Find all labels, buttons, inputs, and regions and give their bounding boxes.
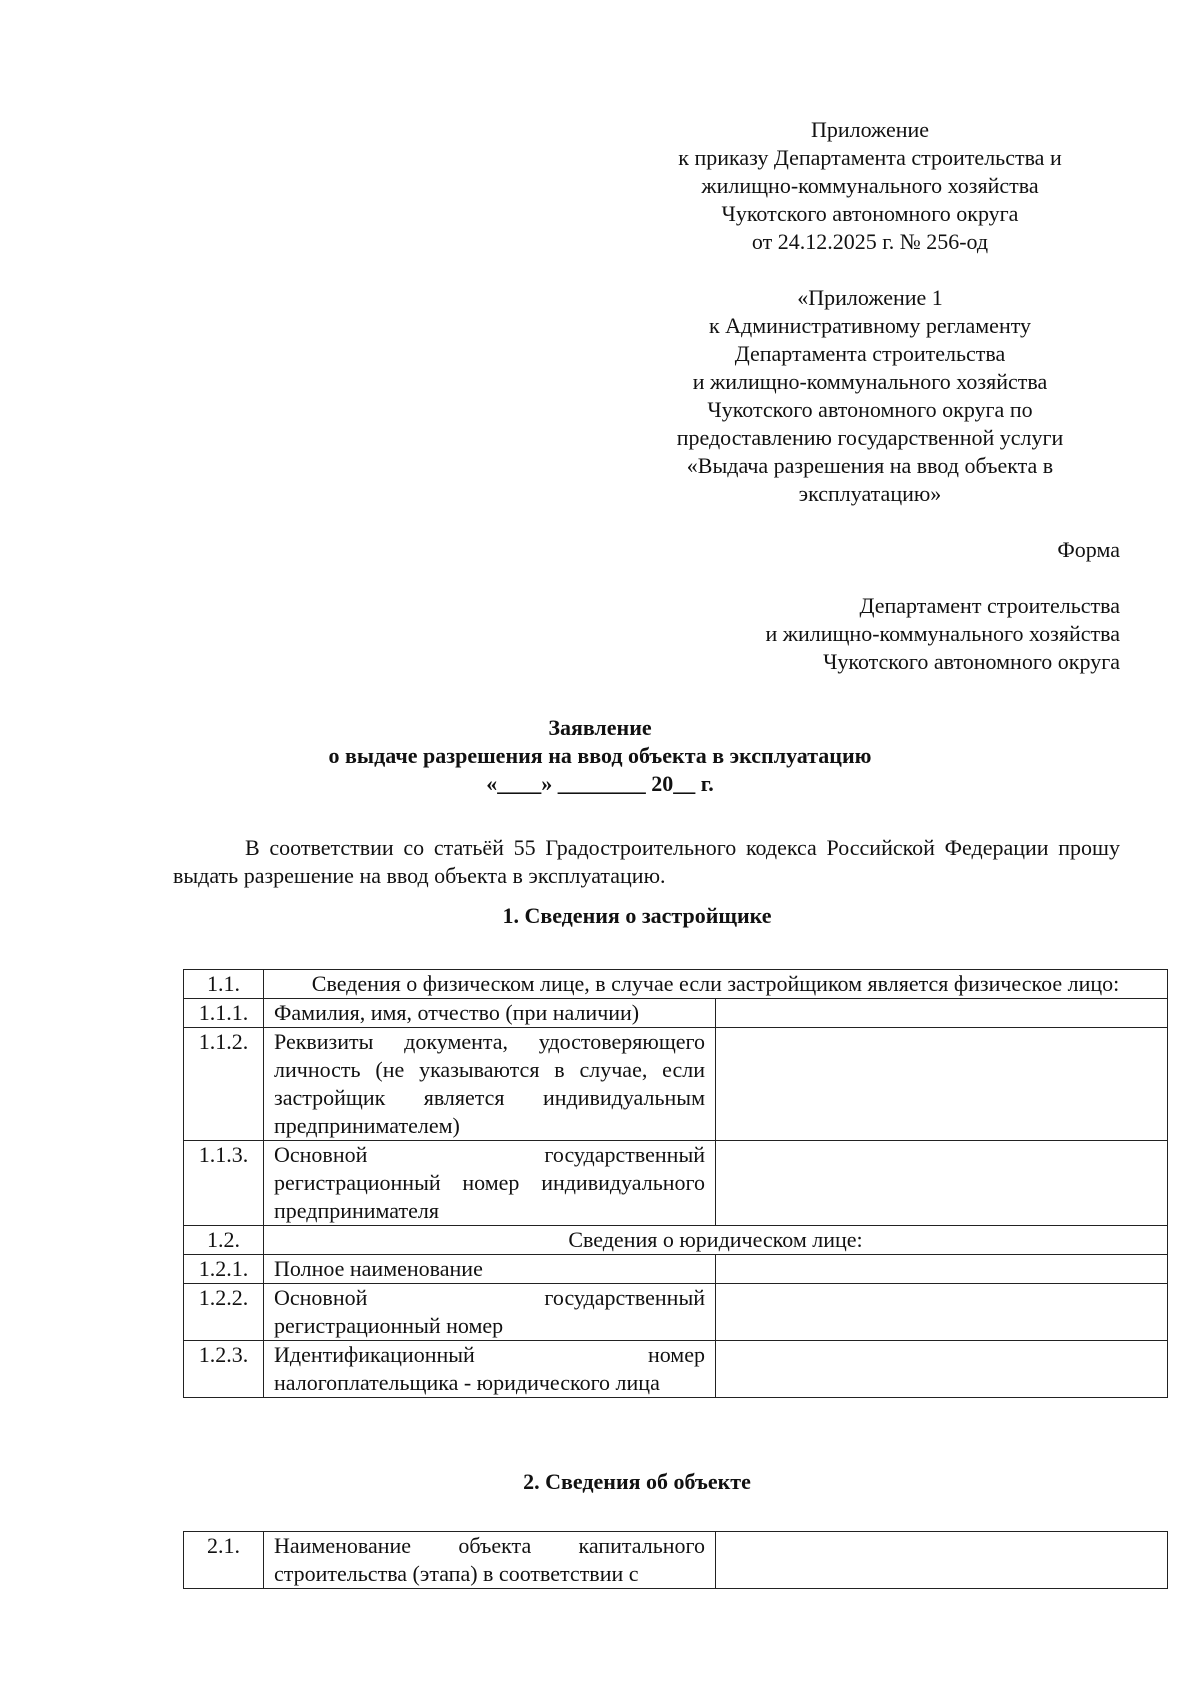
- appendix-line: и жилищно-коммунального хозяйства: [692, 369, 1048, 394]
- group-header: Сведения о юридическом лице:: [264, 1226, 1168, 1255]
- value-cell[interactable]: [716, 1141, 1168, 1226]
- approval-line: жилищно-коммунального хозяйства: [701, 173, 1039, 198]
- appendix-line: Департамента строительства: [734, 341, 1006, 366]
- row-number: 1.2.1.: [184, 1255, 264, 1284]
- value-cell[interactable]: [716, 1532, 1168, 1589]
- document-title: Заявление: [548, 715, 652, 740]
- intro-paragraph: В соответствии со статьёй 55 Градостроительного кодекса Российской Федерации прошу выдать разрешение на ввод объекта в эксплуатацию.: [173, 835, 1120, 888]
- appendix-block: [630, 284, 1110, 508]
- document-subtitle: о выдаче разрешения на ввод объекта в эксплуатацию: [328, 743, 872, 768]
- row-number: 1.2.: [184, 1226, 264, 1255]
- value-cell[interactable]: [716, 1255, 1168, 1284]
- row-number: 1.1.2.: [184, 1028, 264, 1141]
- row-number: 1.1.1.: [184, 999, 264, 1028]
- document-date-line: «____» ________ 20__ г.: [486, 771, 714, 796]
- row-label: Основной государственный регистрационный номер: [264, 1284, 716, 1341]
- appendix-line: Чукотского автономного округа по: [707, 397, 1033, 422]
- object-info-table: [183, 1531, 1168, 1589]
- row-number: 1.2.3.: [184, 1341, 264, 1398]
- row-label: Полное наименование: [264, 1255, 716, 1284]
- row-number: 1.1.3.: [184, 1141, 264, 1226]
- table-row: [184, 1028, 1168, 1141]
- approval-line: Приложение: [810, 117, 930, 142]
- table-row: [184, 1532, 1168, 1589]
- row-label: Основной государственный регистрационный номер индивидуального предпринимателя: [264, 1141, 716, 1226]
- table-row: [184, 1255, 1168, 1284]
- addressee-line: Чукотского автономного округа: [823, 649, 1120, 674]
- appendix-line: предоставлению государственной услуги: [676, 425, 1064, 450]
- value-cell[interactable]: [716, 1284, 1168, 1341]
- section1-heading: 1. Сведения о застройщике: [502, 903, 772, 928]
- addressee-block: [765, 592, 1120, 676]
- appendix-line: эксплуатацию»: [798, 481, 942, 506]
- row-label: Наименование объекта капитального строительства (этапа) в соответствии с: [264, 1532, 716, 1589]
- value-cell[interactable]: [716, 999, 1168, 1028]
- value-cell[interactable]: [716, 1341, 1168, 1398]
- approval-line: к приказу Департамента строительства и: [678, 145, 1062, 170]
- row-number: 1.1.: [184, 970, 264, 999]
- section2-heading: 2. Сведения об объекте: [523, 1469, 751, 1494]
- row-label: Реквизиты документа, удостоверяющего личность (не указываются в случае, если застройщик является индивидуальным предпринимателем): [264, 1028, 716, 1141]
- value-cell[interactable]: [716, 1028, 1168, 1141]
- table-row: [184, 970, 1168, 999]
- form-label: Форма: [1057, 537, 1120, 562]
- approval-line: от 24.12.2025 г. № 256-од: [751, 229, 989, 254]
- row-number: 1.2.2.: [184, 1284, 264, 1341]
- addressee-line: Департамент строительства: [859, 593, 1120, 618]
- table-row: [184, 1284, 1168, 1341]
- developer-info-table: [183, 969, 1168, 1398]
- table-row: [184, 1341, 1168, 1398]
- appendix-line: «Приложение 1: [797, 285, 943, 310]
- appendix-line: к Административному регламенту: [708, 313, 1032, 338]
- appendix-line: «Выдача разрешения на ввод объекта в: [686, 453, 1054, 478]
- table-row: [184, 1226, 1168, 1255]
- approval-line: Чукотского автономного округа: [721, 201, 1019, 226]
- document-title-block: [150, 714, 1050, 798]
- row-label: Фамилия, имя, отчество (при наличии): [264, 999, 716, 1028]
- approval-block: [630, 116, 1110, 256]
- row-label: Идентификационный номер налогоплательщика - юридического лица: [264, 1341, 716, 1398]
- table-row: [184, 1141, 1168, 1226]
- table-row: [184, 999, 1168, 1028]
- row-number: 2.1.: [184, 1532, 264, 1589]
- addressee-line: и жилищно-коммунального хозяйства: [765, 621, 1120, 646]
- group-header: Сведения о физическом лице, в случае если застройщиком является физическое лицо:: [264, 970, 1168, 999]
